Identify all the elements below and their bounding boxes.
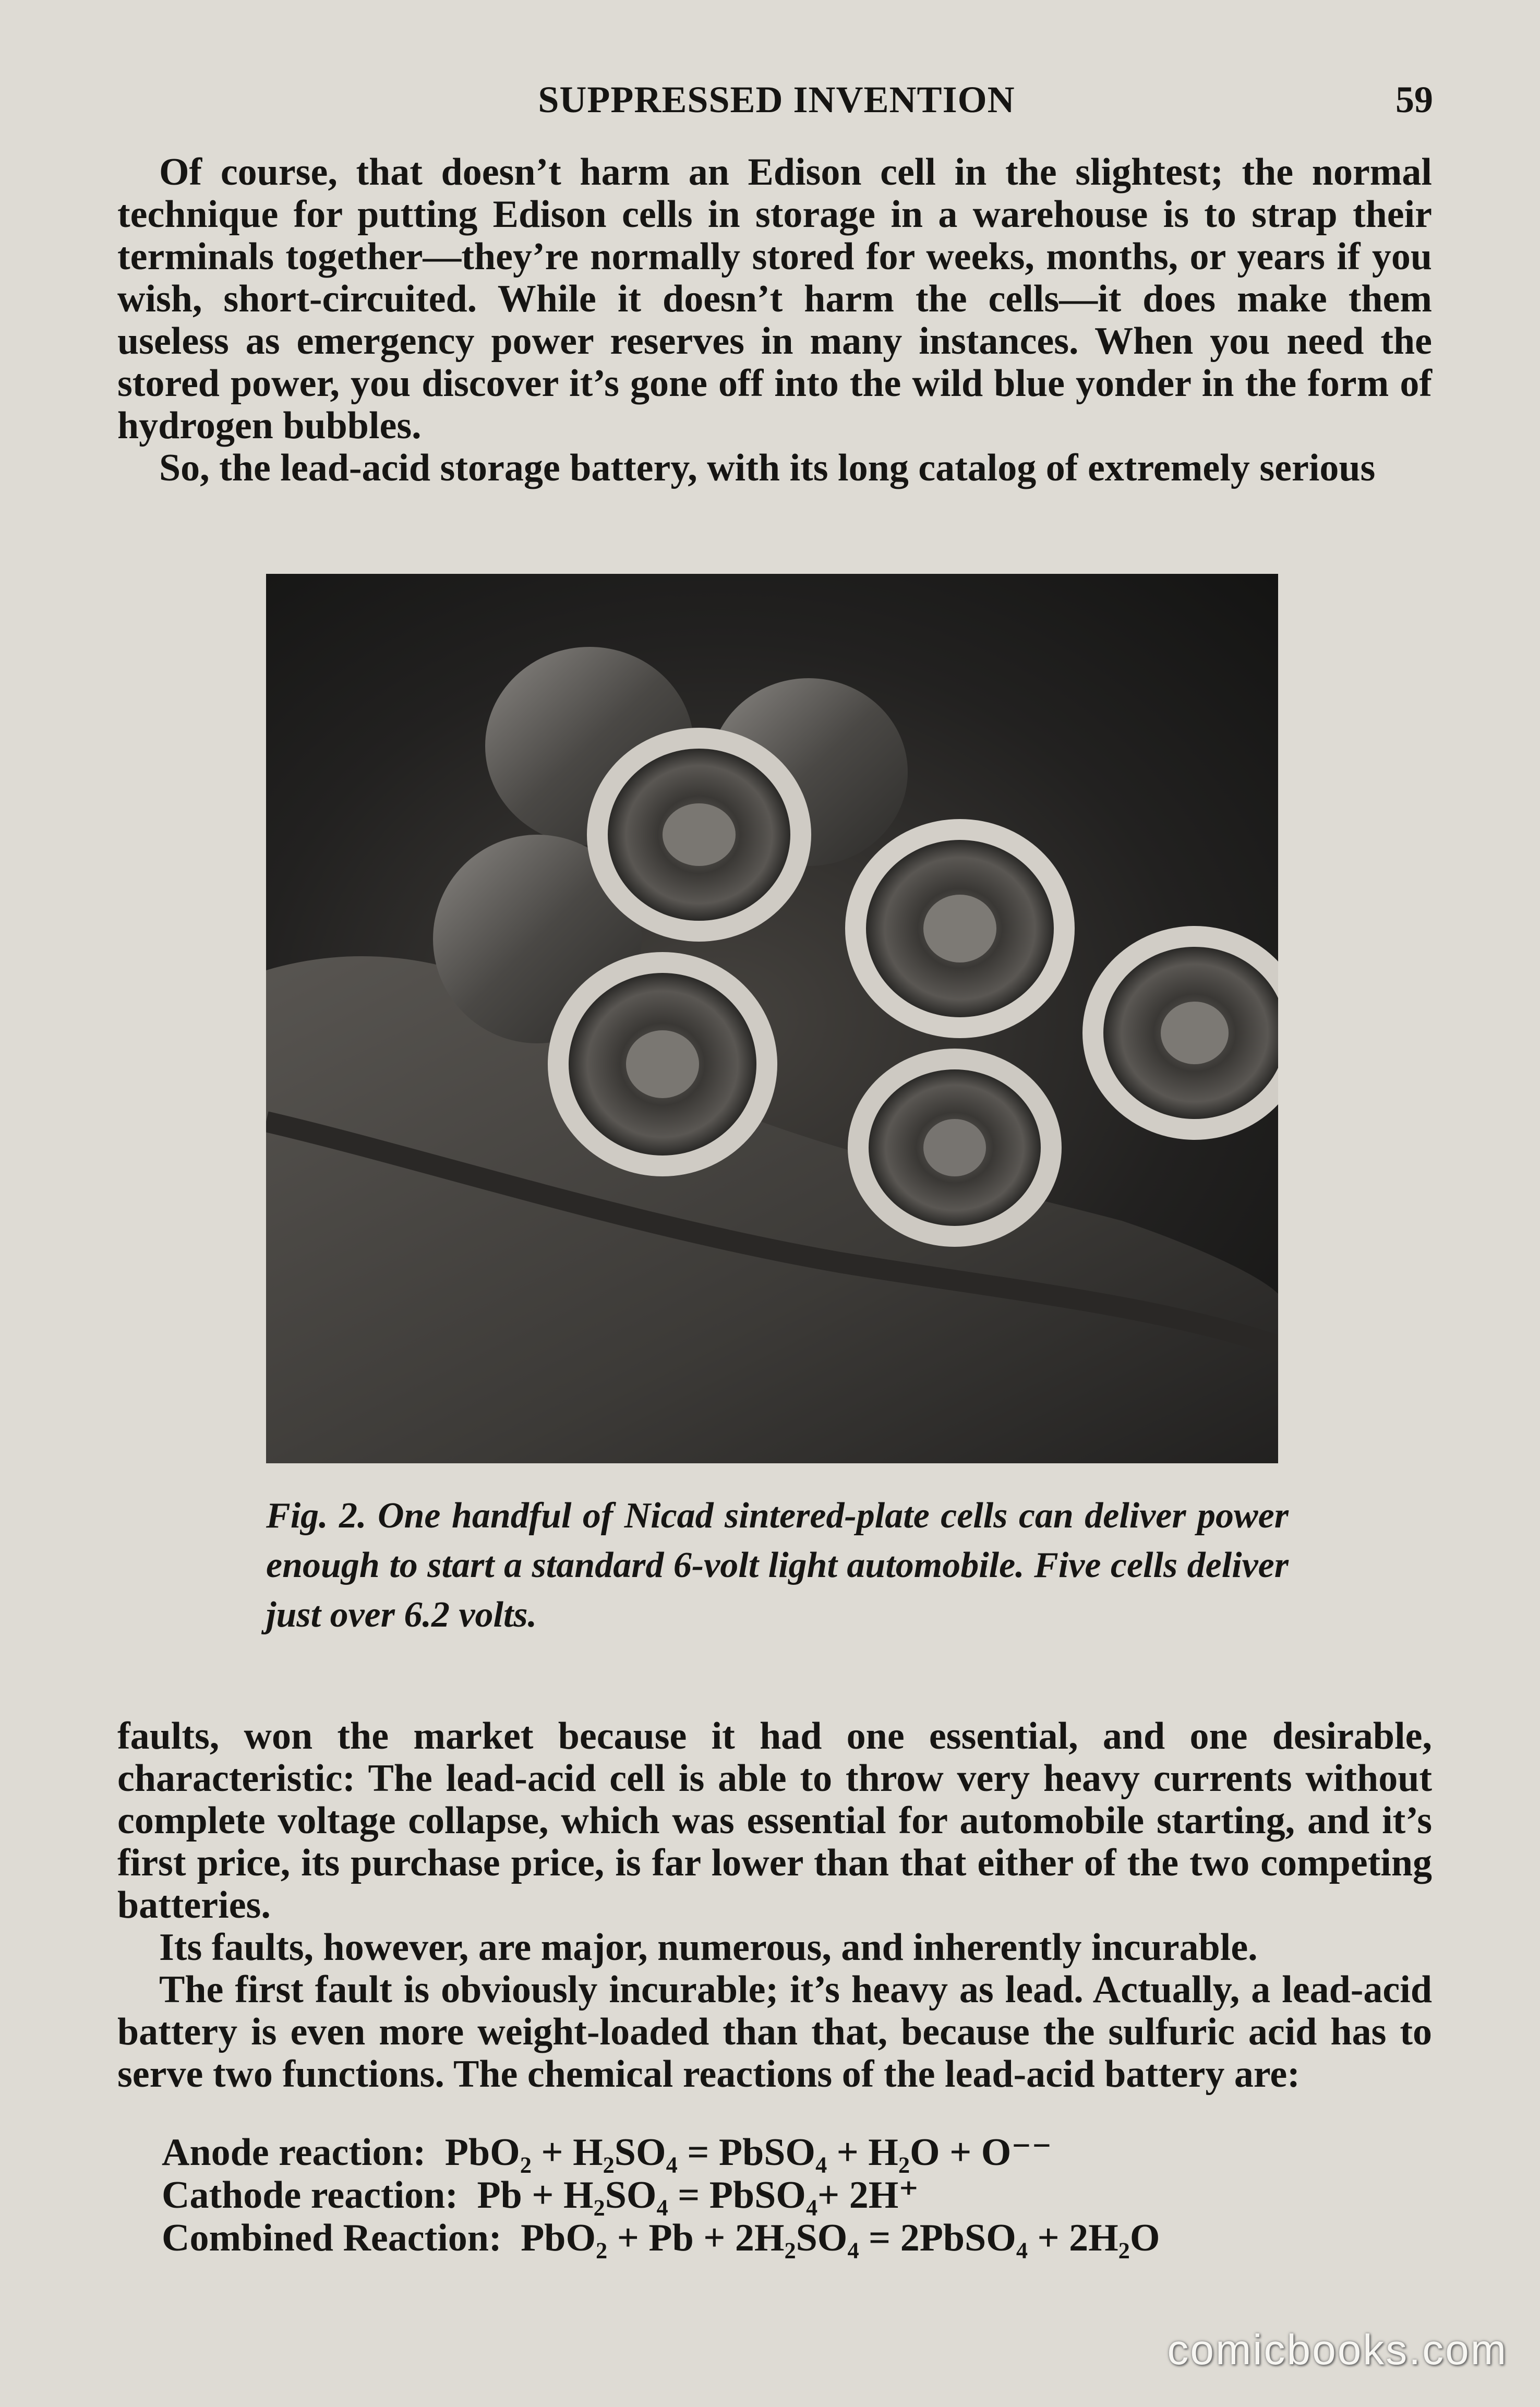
page-header xyxy=(120,78,1433,136)
watermark: comicbooks.com xyxy=(1167,2326,1508,2374)
bottom-text-block xyxy=(117,1715,1432,2096)
equation-combined xyxy=(162,2217,1160,2259)
paragraph: So, the lead-acid storage battery, with its long catalog of extremely serious xyxy=(159,447,1376,489)
equation-label: Cathode reaction: xyxy=(162,2174,458,2217)
page-number: 59 xyxy=(1395,79,1433,121)
running-title: SUPPRESSED INVENTION xyxy=(538,79,1015,121)
figure-photo-nicad-cells xyxy=(266,574,1278,1463)
figure-caption-text: One handful of Nicad sintered-plate cells can deliver power enough to start a standard 6-volt light automobile. Five cells deliver just over 6.2 volts. xyxy=(266,1496,1289,1635)
paragraph: Its faults, however, are major, numerous, and inherently incurable. xyxy=(159,1926,1258,1969)
figure-label: Fig. 2. xyxy=(266,1496,367,1536)
equation-formula: Pb + H₂SO₄ = PbSO₄+ 2H⁺ xyxy=(477,2174,919,2217)
equation-formula: PbO₂ + H₂SO₄ = PbSO₄ + H₂O + O⁻⁻ xyxy=(444,2131,1052,2174)
paragraph: Of course, that doesn’t harm an Edison cell in the slightest; the normal technique for putting Edison cells in storage in a warehouse is to strap their terminals together—they’re normally stored for weeks, months, or years if you wish, short-circuited. While it doesn’t harm the cells—it does make them useless as emergency power reserves in many instances. When you need the stored power, you discover it’s gone off into the wild blue yonder in the form of hydrogen bubbles. xyxy=(117,151,1432,447)
equation-cathode xyxy=(162,2174,1160,2217)
paragraph: faults, won the market because it had one essential, and one desirable, characteristic: The lead-acid cell is able to throw very heavy currents without complete voltage collapse, which was essential for automobile starting, and it’s first price, its purchase price, is far lower than that either of the two competing batteries. xyxy=(117,1715,1432,1927)
top-text-block xyxy=(117,151,1432,489)
equation-list xyxy=(162,2131,1160,2259)
equation-label: Combined Reaction: xyxy=(162,2217,502,2259)
equation-formula: PbO₂ + Pb + 2H₂SO₄ = 2PbSO₄ + 2H₂O xyxy=(521,2217,1160,2259)
nicad-cells-photo xyxy=(266,574,1278,1463)
equation-anode xyxy=(162,2131,1160,2174)
equation-label: Anode reaction: xyxy=(162,2131,426,2174)
paragraph: The first fault is obviously incurable; it’s heavy as lead. Actually, a lead-acid battery is even more weight-loaded than that, because the sulfuric acid has to serve two functions. The chemical reactions of the lead-acid battery are: xyxy=(117,1968,1432,2096)
figure-caption xyxy=(266,1491,1289,1640)
